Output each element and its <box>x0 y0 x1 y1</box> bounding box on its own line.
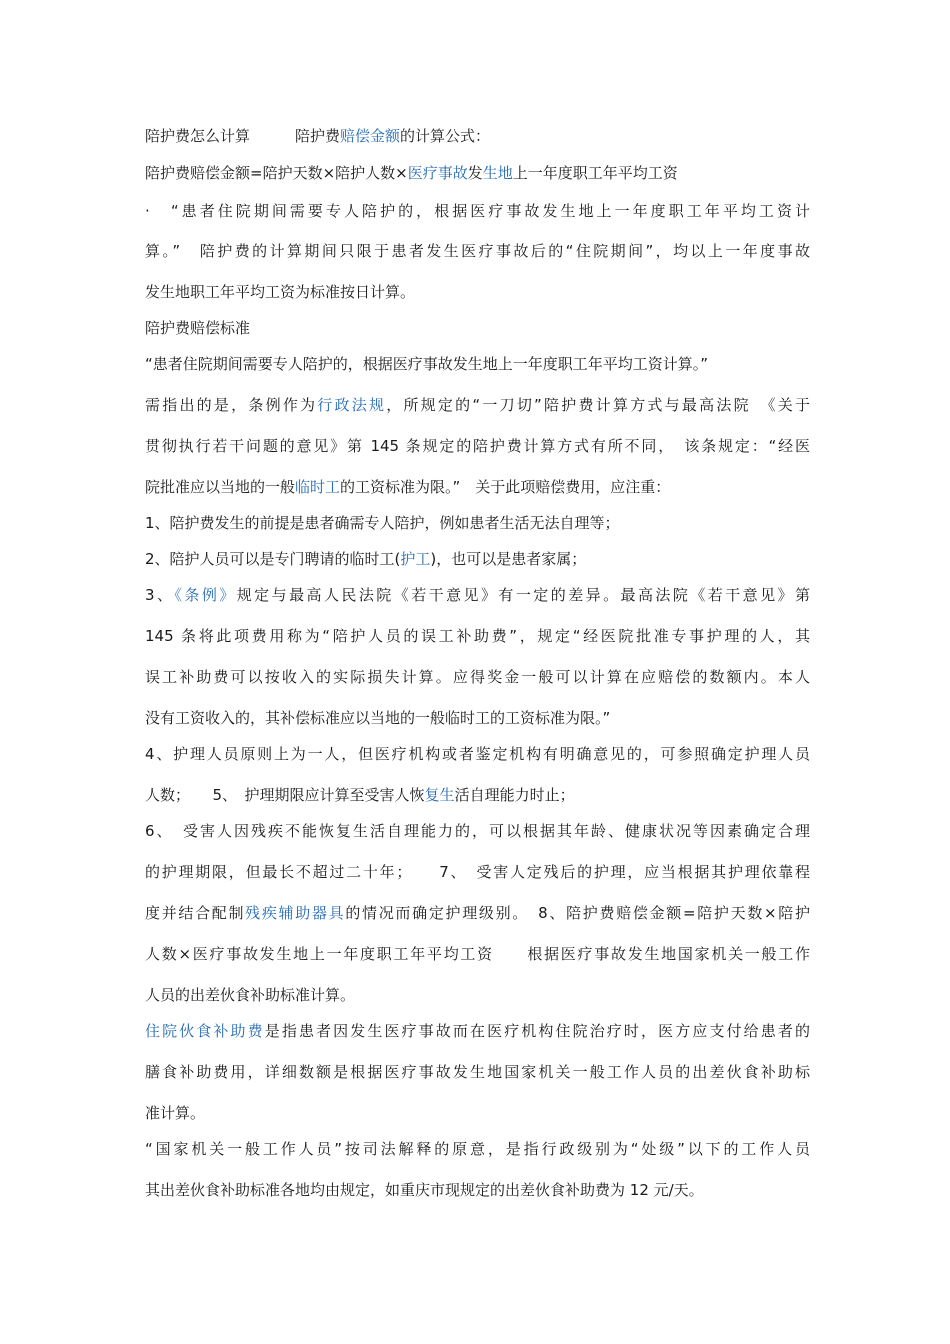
link-recovery[interactable]: 复生 <box>424 786 455 804</box>
list-item-6: 6、 受害人因残疾不能恢复生活自理能力的，可以根据其年龄、健康状况等因素确定合理 <box>145 822 810 840</box>
line-1: 陪护费怎么计算 陪护费赔偿金额的计算公式： <box>145 127 491 145</box>
line-25: 膳食补助费用，详细数额是根据医疗事故发生地国家机关一般工作人员的出差伙食补助标 <box>145 1063 810 1081</box>
link-occurrence-place[interactable]: 生地 <box>482 164 513 182</box>
line-21: 度并结合配制残疾辅助器具的情况而确定护理级别。 8、陪护费赔偿金额=陪护天数×陪护 <box>145 904 810 922</box>
line-26: 准计算。 <box>145 1104 206 1122</box>
line-18: 人数； 5、 护理期限应计算至受害人恢复生活自理能力时止； <box>145 786 575 804</box>
list-item-3: 3、《条例》规定与最高人民法院《若干意见》有一定的差异。最高法院《若干意见》第 <box>145 586 810 604</box>
line-23: 人员的出差伙食补助标准计算。 <box>145 986 356 1004</box>
line-7: “患者住院期间需要专人陪护的，根据医疗事故发生地上一年度职工年平均工资计算。” <box>145 355 709 373</box>
line-22: 人数×医疗事故发生地上一年度职工年平均工资 根据医疗事故发生地国家机关一般工作 <box>145 945 810 963</box>
line-16: 没有工资收入的，其补偿标准应以当地的一般临时工的工资标准为限。” <box>145 709 611 727</box>
list-item-4: 4、护理人员原则上为一人，但医疗机构或者鉴定机构有明确意见的，可参照确定护理人员 <box>145 745 810 763</box>
link-hospital-meal-allowance[interactable]: 住院伙食补助费 <box>145 1022 265 1040</box>
list-item-1: 1、陪护费发生的前提是患者确需专人陪护，例如患者生活无法自理等； <box>145 514 620 532</box>
line-8: 需指出的是，条例作为行政法规，所规定的“一刀切”陪护费计算方式与最高法院 《关于 <box>145 396 810 414</box>
line-14: 145 条将此项费用称为“陪护人员的误工补助费”，规定“经医院批准专事护理的人，其 <box>145 627 810 645</box>
link-nursing-worker[interactable]: 护工 <box>400 550 431 568</box>
line-28: 其出差伙食补助标准各地均由规定，如重庆市现规定的出差伙食补助费为 12 元/天。 <box>145 1181 704 1199</box>
section-heading: 陪护费赔偿标准 <box>145 319 251 337</box>
list-item-2: 2、陪护人员可以是专门聘请的临时工(护工)，也可以是患者家属； <box>145 550 587 568</box>
link-regulations[interactable]: 《条例》 <box>174 586 237 604</box>
line-3: · “患者住院期间需要专人陪护的，根据医疗事故发生地上一年度职工年平均工资计 <box>145 202 810 220</box>
line-10: 院批准应以当地的一般临时工的工资标准为限。” 关于此项赔偿费用，应注重： <box>145 478 671 496</box>
line-24: 住院伙食补助费是指患者因发生医疗事故而在医疗机构住院治疗时，医方应支付给患者的 <box>145 1022 810 1040</box>
line-2: 陪护费赔偿金额=陪护天数×陪护人数×医疗事故发生地上一年度职工年平均工资 <box>145 164 678 182</box>
link-temporary-worker[interactable]: 临时工 <box>295 478 341 496</box>
link-administrative-regulation[interactable]: 行政法规 <box>317 396 387 414</box>
link-medical-accident[interactable]: 医疗事故 <box>407 164 468 182</box>
link-compensation-amount[interactable]: 赔偿金额 <box>340 127 401 145</box>
line-27: “国家机关一般工作人员”按司法解释的原意，是指行政级别为“处级”以下的工作人员 <box>145 1140 810 1158</box>
line-15: 误工补助费可以按收入的实际损失计算。应得奖金一般可以计算在应赔偿的数额内。本人 <box>145 668 810 686</box>
link-disability-aids[interactable]: 残疾辅助器具 <box>245 904 346 922</box>
line-5: 发生地职工年平均工资为标准按日计算。 <box>145 283 416 301</box>
line-4: 算。” 陪护费的计算期间只限于患者发生医疗事故后的“住院期间”，均以上一年度事故 <box>145 242 810 260</box>
line-20: 的护理期限，但最长不超过二十年； 7、 受害人定残后的护理，应当根据其护理依靠程 <box>145 863 810 881</box>
line-9: 贯彻执行若干问题的意见》第 145 条规定的陪护费计算方式有所不同， 该条规定：“经医 <box>145 437 810 455</box>
